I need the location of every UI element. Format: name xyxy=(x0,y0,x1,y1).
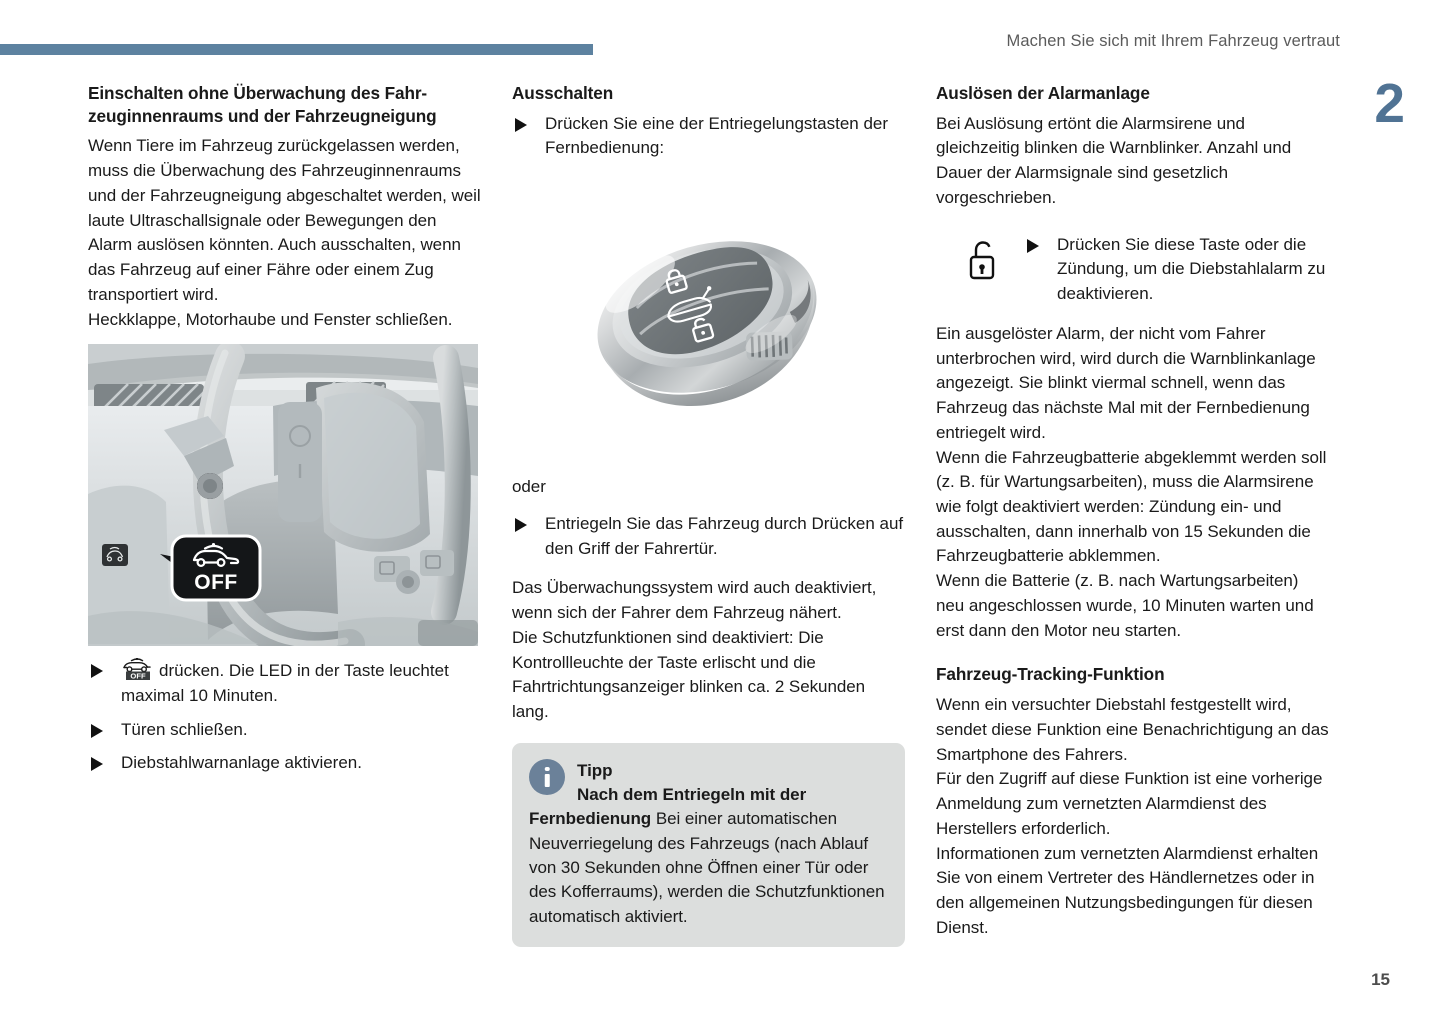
remote-key-fob-illustration xyxy=(512,175,902,460)
unlock-instruction-row xyxy=(936,233,1329,307)
paragraph-tracking-anmeldung: Für den Zugriff auf diese Funktion ist eine vorherige Anmeldung zum vernetzten Alarmdienst des Herstellers erforderlich. xyxy=(936,769,1323,838)
heading-ausloesen-der-alarmanlage: Auslösen der Alarmanlage xyxy=(936,83,1150,103)
paragraph-tracking-informationen: Informationen zum vernetzten Alarmdienst erhalten Sie von einem Vertreter des Händlernetzes oder in den allgemeinen Nutzungsbedingungen für diesen Dienst. xyxy=(936,843,1319,937)
list-item-text: Drücken Sie diese Taste oder die Zündung, um die Diebstahlalarm zu deaktivieren. xyxy=(1057,234,1326,304)
tip-body xyxy=(529,783,888,930)
column-left xyxy=(88,82,481,776)
running-header-title: Machen Sie sich mit Ihrem Fahrzeug vertraut xyxy=(1006,32,1340,50)
list-item-text: Entriegeln Sie das Fahrzeug durch Drücken auf den Griff der Fahrertür. xyxy=(545,513,904,558)
triangle-bullet-icon xyxy=(91,724,103,738)
paragraph-schutzfunktionen: Die Schutzfunktionen sind deaktiviert: Die Kontrollleuchte der Taste erlischt und die Fahrtrichtungsanzeiger blinken ca. 2 Sekunden lang. xyxy=(512,627,866,722)
list-item-text: Diebstahlwarnanlage aktivieren. xyxy=(121,753,362,773)
paragraph-tracking-benachrichtigung: Wenn ein versuchter Diebstahl festgestellt wird, sendet diese Funktion eine Benachrichtigung an das Smartphone des Fahrers. xyxy=(936,695,1329,764)
label-oder: oder xyxy=(512,477,546,497)
column-right xyxy=(936,82,1329,940)
triangle-bullet-icon xyxy=(91,757,103,771)
list-item xyxy=(88,718,481,743)
list-item xyxy=(88,751,481,776)
header-rule xyxy=(0,44,593,55)
triangle-bullet-icon xyxy=(91,664,103,678)
dashboard-steering-wheel-illustration xyxy=(88,344,478,646)
chapter-number: 2 xyxy=(1374,72,1405,134)
paragraph-animals-in-vehicle: Wenn Tiere im Fahrzeug zurückgelassen werden, muss die Überwachung des Fahrzeuginnenraums und der Fahrzeugneigung abgeschaltet werden, weil laute Ultraschallsignale oder Bewegungen den Alarm auslösen könnten. Auch ausschalten, wenn das Fahrzeug auf einer Fähre oder einem Zug transportiert wird. xyxy=(88,136,481,304)
triangle-bullet-icon xyxy=(515,118,527,132)
heading-fahrzeug-tracking-funktion: Fahrzeug-Tracking-Funktion xyxy=(936,664,1165,685)
paragraph-alarmsirene: Bei Auslösung ertönt die Alarmsirene und gleichzeitig blinken die Warnblinker. Anzahl und Dauer der Alarmsignale sind gesetzlich vorgeschrieben. xyxy=(936,113,1292,207)
paragraph-close-tailgate: Heckklappe, Motorhaube und Fenster schließen. xyxy=(88,309,453,329)
tip-body-text: Bei einer automatischen Neuverriegelung des Fahrzeugs (nach Ablauf von 30 Sekunden ohne Öffnen einer Tür oder des Kofferraums), werden die Schutzfunktionen automatisch aktiviert. xyxy=(529,809,885,926)
car-interior-monitoring-off-icon xyxy=(121,658,155,680)
tip-title: Tipp xyxy=(577,760,613,780)
bullet-list-einschalten xyxy=(88,658,481,776)
list-item xyxy=(88,658,481,708)
triangle-bullet-icon xyxy=(1027,239,1039,253)
tip-callout-box xyxy=(512,743,905,948)
list-item xyxy=(512,112,905,161)
svg-text:OFF: OFF xyxy=(130,671,146,681)
list-item-text: Türen schließen. xyxy=(121,719,248,739)
column-middle xyxy=(512,82,905,947)
list-item xyxy=(512,512,905,561)
unlock-icon xyxy=(966,239,1000,283)
page-number: 15 xyxy=(1371,970,1390,989)
paragraph-fahrzeugbatterie-abklemmen: Wenn die Fahrzeugbatterie abgeklemmt werden soll (z. B. für Wartungsarbeiten), muss die Alarmsirene wie folgt deaktiviert werden: Zündung ein- und ausschalten, dann innerhalb von 15 Sekunden die Fahrzeugbatterie abklemmen. xyxy=(936,447,1327,566)
paragraph-batterie-neu-angeschlossen: Wenn die Batterie (z. B. nach Wartungsarbeiten) neu angeschlossen wurde, 10 Minuten warten und erst dann den Motor neu starten. xyxy=(936,571,1314,640)
info-icon xyxy=(529,759,565,795)
bullet-list-ausschalten xyxy=(512,112,905,161)
paragraph-ausgeloester-alarm: Ein ausgelöster Alarm, der nicht vom Fahrer unterbrochen wird, wird durch die Warnblinkanlage angezeigt. Sie blinkt viermal schnell, wenn das Fahrzeug das nächste Mal mit der Fernbedienung entriegelt wird. xyxy=(936,323,1316,442)
tip-bold-lead: Nach dem Entriegeln mit der Fernbedienung xyxy=(529,784,807,829)
heading-ausschalten: Ausschalten xyxy=(512,83,614,103)
svg-text:OFF: OFF xyxy=(194,571,238,595)
list-item-text: Drücken Sie eine der Entriegelungstasten der Fernbedienung: xyxy=(545,113,889,158)
paragraph-ueberwachungssystem: Das Überwachungssystem wird auch deaktiviert, wenn sich der Fahrer dem Fahrzeug nähert. xyxy=(512,578,877,623)
unlock-instruction-text xyxy=(1024,233,1329,307)
heading-einschalten-ohne-ueberwachung: Einschalten ohne Überwachung des Fahr- zeuginnenraums und der Fahrzeugneigung xyxy=(88,83,437,126)
bullet-list-entriegeln xyxy=(512,512,905,561)
list-item-text: drücken. Die LED in der Taste leuchtet maximal 10 Minuten. xyxy=(121,661,449,706)
triangle-bullet-icon xyxy=(515,518,527,532)
